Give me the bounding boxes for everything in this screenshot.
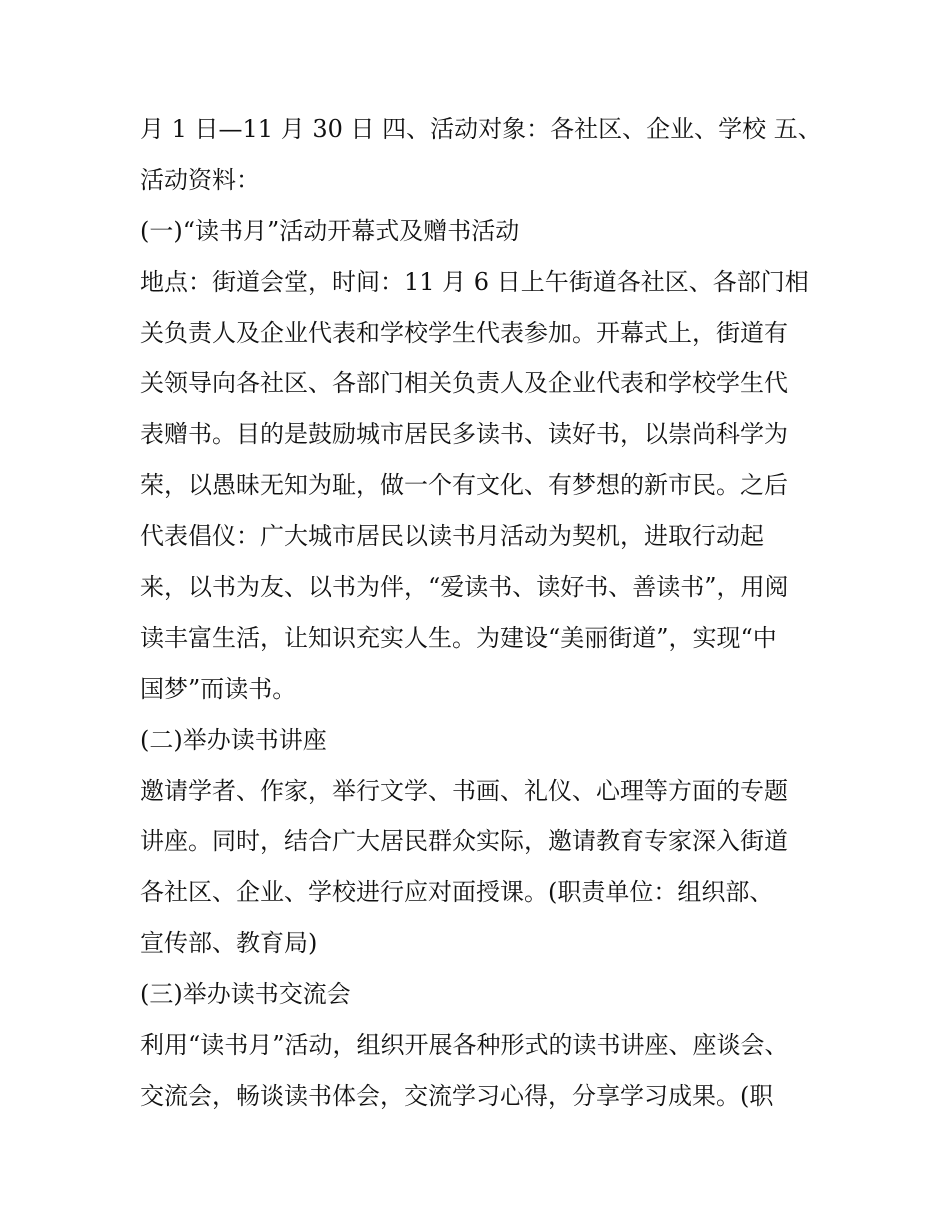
body-text bbox=[140, 104, 820, 1122]
text-line: 来，以书为友、以书为伴，“爱读书、读好书、善读书”，用阅 bbox=[140, 573, 789, 602]
text-line: 关领导向各社区、各部门相关负责人及企业代表和学校学生代 bbox=[140, 369, 788, 398]
text-line: 月 1 日—11 月 30 日 四、活动对象：各社区、企业、学校 五、 bbox=[140, 115, 822, 143]
text-line: 讲座。同时，结合广大居民群众实际，邀请教育专家深入街道 bbox=[140, 827, 788, 856]
section-heading-1: (一)“读书月”活动开幕式及赠书活动 bbox=[140, 216, 520, 245]
text-line: 国梦”而读书。 bbox=[140, 674, 297, 703]
text-line: 地点：街道会堂，时间：11 月 6 日上午街道各社区、各部门相 bbox=[140, 267, 809, 296]
text-line: 交流会，畅谈读书体会，交流学习心得，分享学习成果。(职 bbox=[140, 1081, 774, 1110]
text-line: 代表倡仪：广大城市居民以读书月活动为契机，进取行动起 bbox=[140, 522, 764, 551]
text-line: 利用“读书月”活动，组织开展各种形式的读书讲座、座谈会、 bbox=[140, 1031, 789, 1060]
text-line: 各社区、企业、学校进行应对面授课。(职责单位：组织部、 bbox=[140, 878, 774, 907]
section-heading-3: (三)举办读书交流会 bbox=[140, 980, 351, 1009]
text-line: 邀请学者、作家，举行文学、书画、礼仪、心理等方面的专题 bbox=[140, 776, 788, 805]
text-line: 表赠书。目的是鼓励城市居民多读书、读好书，以崇尚科学为 bbox=[140, 420, 788, 449]
text-line: 读丰富生活，让知识充实人生。为建设“美丽街道”，实现“中 bbox=[140, 623, 777, 652]
text-line: 宣传部、教育局) bbox=[140, 929, 318, 958]
text-line: 活动资料： bbox=[140, 165, 260, 194]
text-line: 关负责人及企业代表和学校学生代表参加。开幕式上，街道有 bbox=[140, 318, 788, 347]
text-line: 荣，以愚昧无知为耻，做一个有文化、有梦想的新市民。之后 bbox=[140, 471, 788, 500]
section-heading-2: (二)举办读书讲座 bbox=[140, 725, 327, 754]
